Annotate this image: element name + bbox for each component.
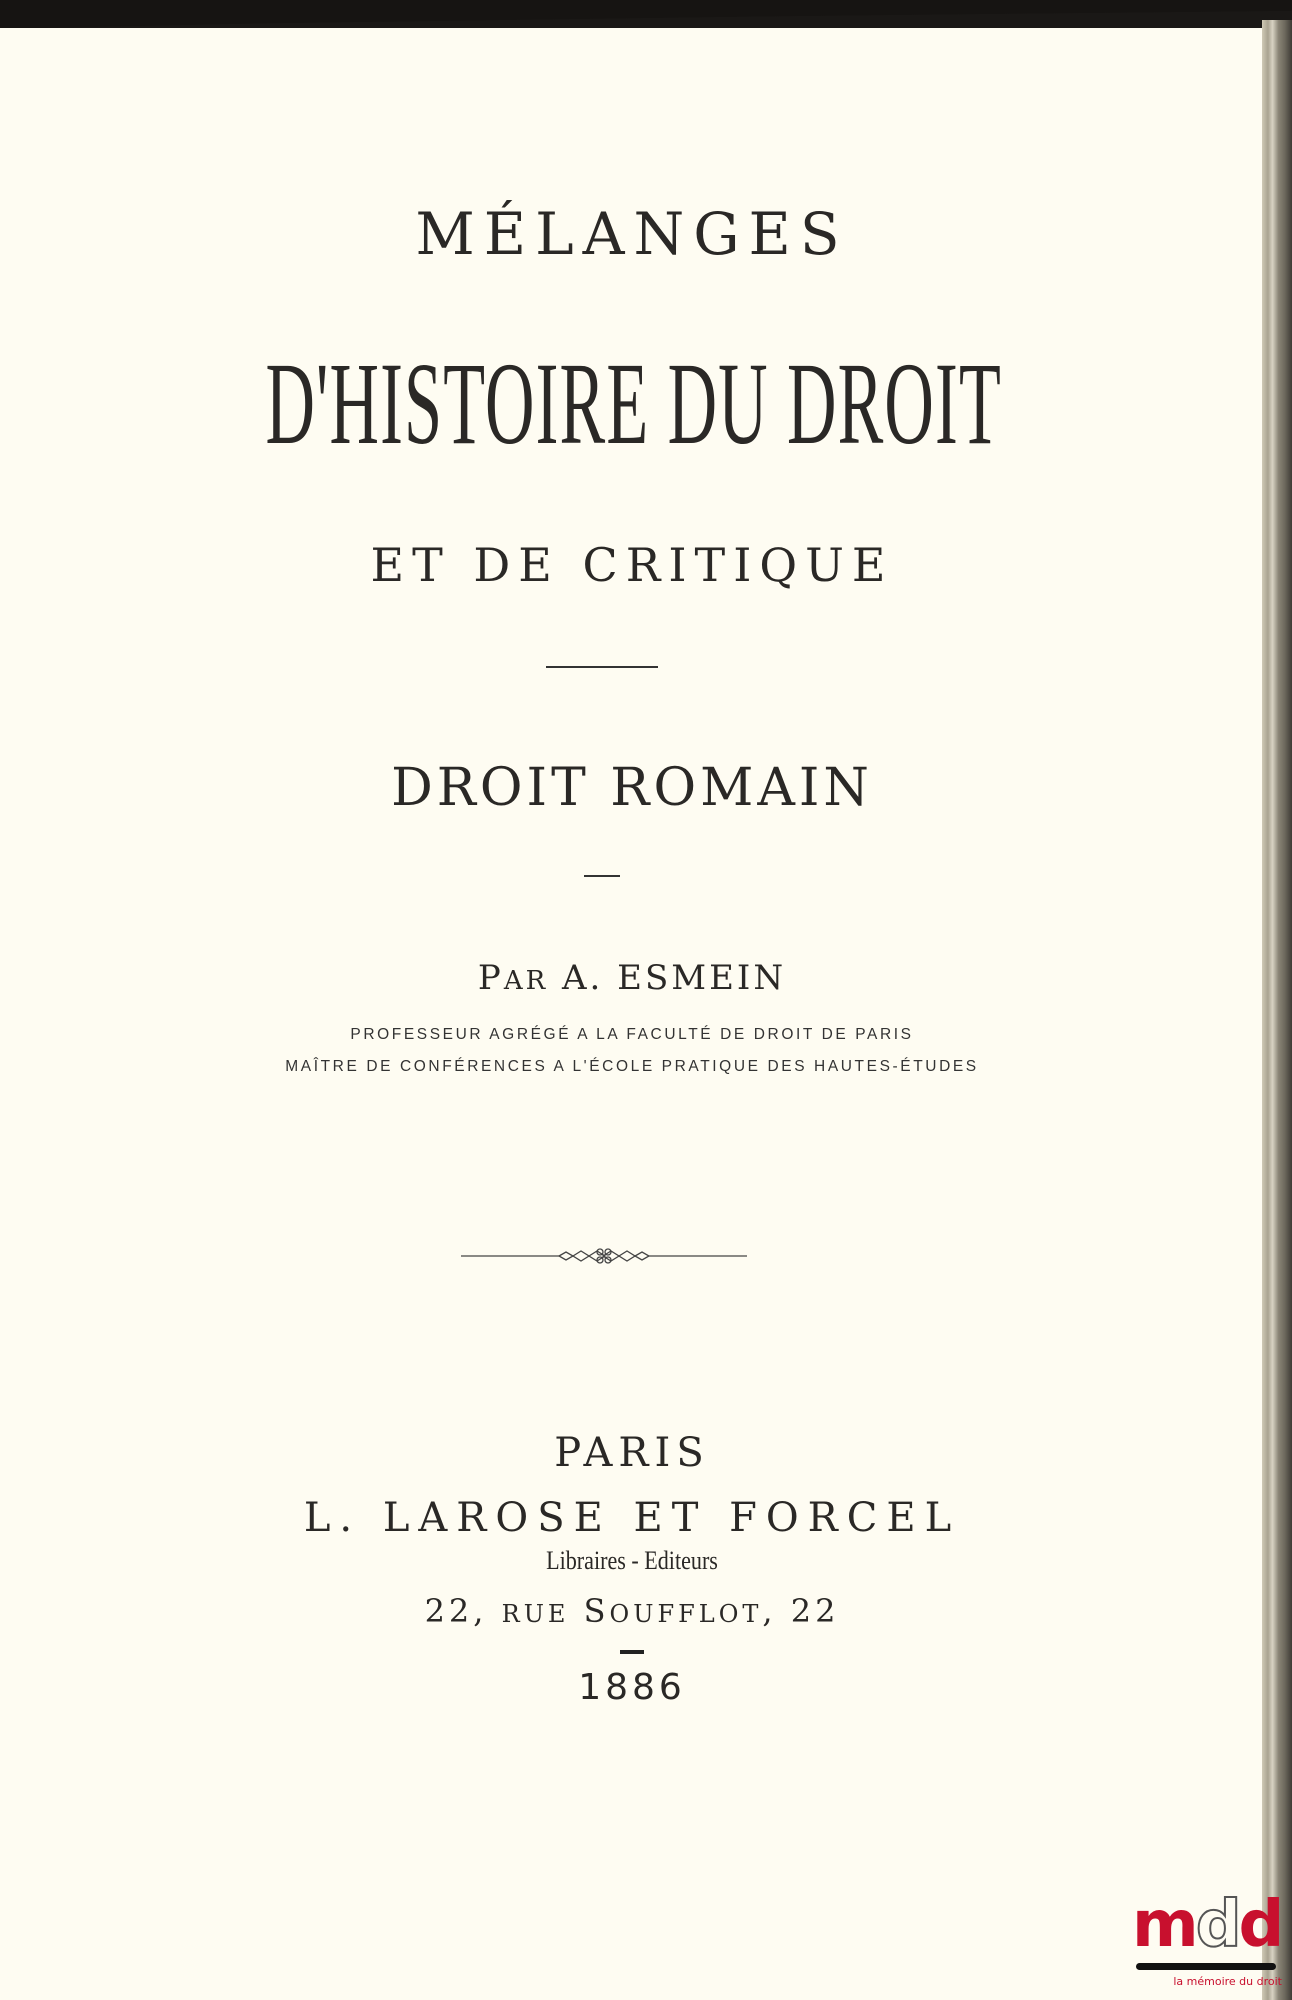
author-credential-2: MAÎTRE DE CONFÉRENCES A L'ÉCOLE PRATIQUE DES HAUTES-ÉTUDES [285,1058,979,1075]
author-prefix-rest: AR [503,966,549,996]
title-line-2: D'HISTOIRE DU DROIT [265,338,1002,469]
imprint-role: Libraires - Editeurs [546,1546,718,1575]
imprint-address [0,1592,1264,1630]
author-line [0,958,1264,998]
author-name: A. ESMEIN [561,958,787,998]
publication-year: 1886 [578,1667,686,1708]
year-dash [620,1650,644,1654]
title-line-3: ET DE CRITIQUE [370,538,894,592]
logo-tagline: la mémoire du droit [1173,1975,1282,1988]
logo-underline [1136,1963,1276,1970]
author-credential-1: PROFESSEUR AGRÉGÉ A LA FACULTÉ DE DROIT DE PARIS [350,1026,914,1043]
book-fore-edge [1262,20,1292,2000]
author-prefix-initial: P [477,958,504,998]
address-number: 22, [424,1592,488,1630]
title-line-1: MÉLANGES [415,200,849,268]
logo-letters: mdd [1132,1888,1282,1962]
mdd-watermark-logo [1132,1888,1282,2000]
imprint-publisher: L. LAROSE ET FORCEL [303,1495,961,1541]
address-street-initial: S [583,1592,610,1630]
address-street-rest: OUFFLOT [609,1600,763,1628]
short-divider-rule [584,875,620,877]
imprint-city: PARIS [554,1430,710,1476]
subtitle: DROIT ROMAIN [391,758,873,818]
ornament-divider-icon [459,1244,749,1268]
address-street-prefix: RUE [501,1600,570,1628]
address-number-end: , 22 [762,1592,840,1630]
divider-rule [546,666,658,668]
